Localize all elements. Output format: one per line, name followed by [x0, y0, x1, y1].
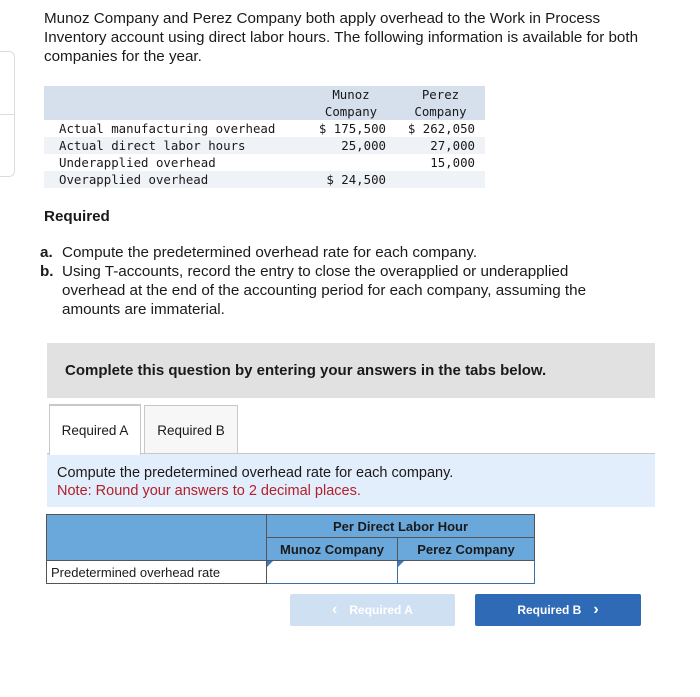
tab-instruction-panel	[47, 453, 655, 507]
next-required-b-button[interactable]	[475, 594, 641, 626]
answer-table	[46, 514, 535, 584]
data-table-header-blank	[44, 86, 306, 120]
instructions-banner	[47, 343, 655, 398]
table-row	[44, 154, 485, 171]
answer-row	[47, 561, 535, 584]
per-direct-labor-hour-header: Per Direct Labor Hour	[267, 515, 535, 538]
munoz-company-column-header: Munoz Company	[267, 538, 398, 561]
instruction-text: Compute the predetermined overhead rate for each company.	[57, 465, 454, 481]
rounding-note: Note: Round your answers to 2 decimal places.	[57, 483, 361, 499]
munoz-rate-cell	[267, 561, 398, 584]
requirement-text: Compute the predetermined overhead rate for each company.	[62, 244, 478, 261]
predetermined-rate-label: Predetermined overhead rate	[47, 561, 267, 584]
prev-required-a-button[interactable]	[290, 594, 455, 626]
perez-rate-cell	[398, 561, 535, 584]
perez-value	[396, 171, 485, 188]
perez-company-column-header: Perez Company	[398, 538, 535, 561]
problem-intro: Munoz Company and Perez Company both apply overhead to the Work in Process Inventory account using direct labor hours. The following information is available for both companies for the year.	[44, 10, 639, 65]
perez-value: 27,000	[430, 138, 475, 153]
perez-rate-input[interactable]	[398, 561, 534, 583]
requirement-b	[40, 262, 630, 319]
requirement-text: Using T-accounts, record the entry to close the overapplied or underapplied overhead at the end of the accounting period for each company, assuming the amounts are immaterial.	[62, 263, 587, 318]
banner-text: Complete this question by entering your answers in the tabs below.	[65, 362, 547, 379]
perez-header-line2: Company	[414, 104, 467, 119]
munoz-header-line1: Munoz	[332, 87, 370, 102]
munoz-header-line2: Company	[324, 104, 378, 119]
row-label: Actual direct labor hours	[59, 138, 246, 153]
answer-header-blank	[47, 515, 267, 561]
perez-value: 15,000	[430, 155, 475, 170]
required-heading: Required	[44, 208, 110, 225]
munoz-value: $ 24,500	[326, 172, 386, 187]
chevron-right-icon: ›	[593, 601, 599, 618]
data-table-header-row	[44, 86, 485, 120]
next-button-label: Required B	[517, 603, 582, 617]
tab-required-b[interactable]: Required B	[144, 405, 238, 454]
perez-company-header	[396, 86, 485, 120]
requirement-marker: b.	[40, 263, 54, 280]
perez-header-line1: Perez	[421, 87, 460, 102]
company-data-table	[44, 86, 485, 188]
table-row	[44, 120, 485, 137]
answer-header-row-1	[47, 515, 535, 538]
side-panel-divider	[0, 114, 15, 115]
munoz-value: $ 175,500	[318, 121, 386, 136]
perez-value: $ 262,050	[407, 121, 475, 136]
row-label: Actual manufacturing overhead	[59, 121, 276, 136]
row-label: Overapplied overhead	[59, 172, 209, 187]
row-label: Underapplied overhead	[59, 155, 216, 170]
table-row	[44, 171, 485, 188]
munoz-value	[306, 154, 396, 171]
requirements-list	[40, 243, 630, 319]
munoz-value: 25,000	[341, 138, 386, 153]
prev-button-label: Required A	[349, 603, 413, 617]
requirement-marker: a.	[40, 244, 53, 261]
requirement-a	[40, 243, 630, 262]
tab-required-a[interactable]: Required A	[49, 405, 141, 455]
munoz-company-header	[306, 86, 396, 120]
side-panel-edge	[0, 51, 15, 177]
chevron-left-icon: ‹	[332, 601, 338, 618]
table-row	[44, 137, 485, 154]
munoz-rate-input[interactable]	[267, 561, 397, 583]
